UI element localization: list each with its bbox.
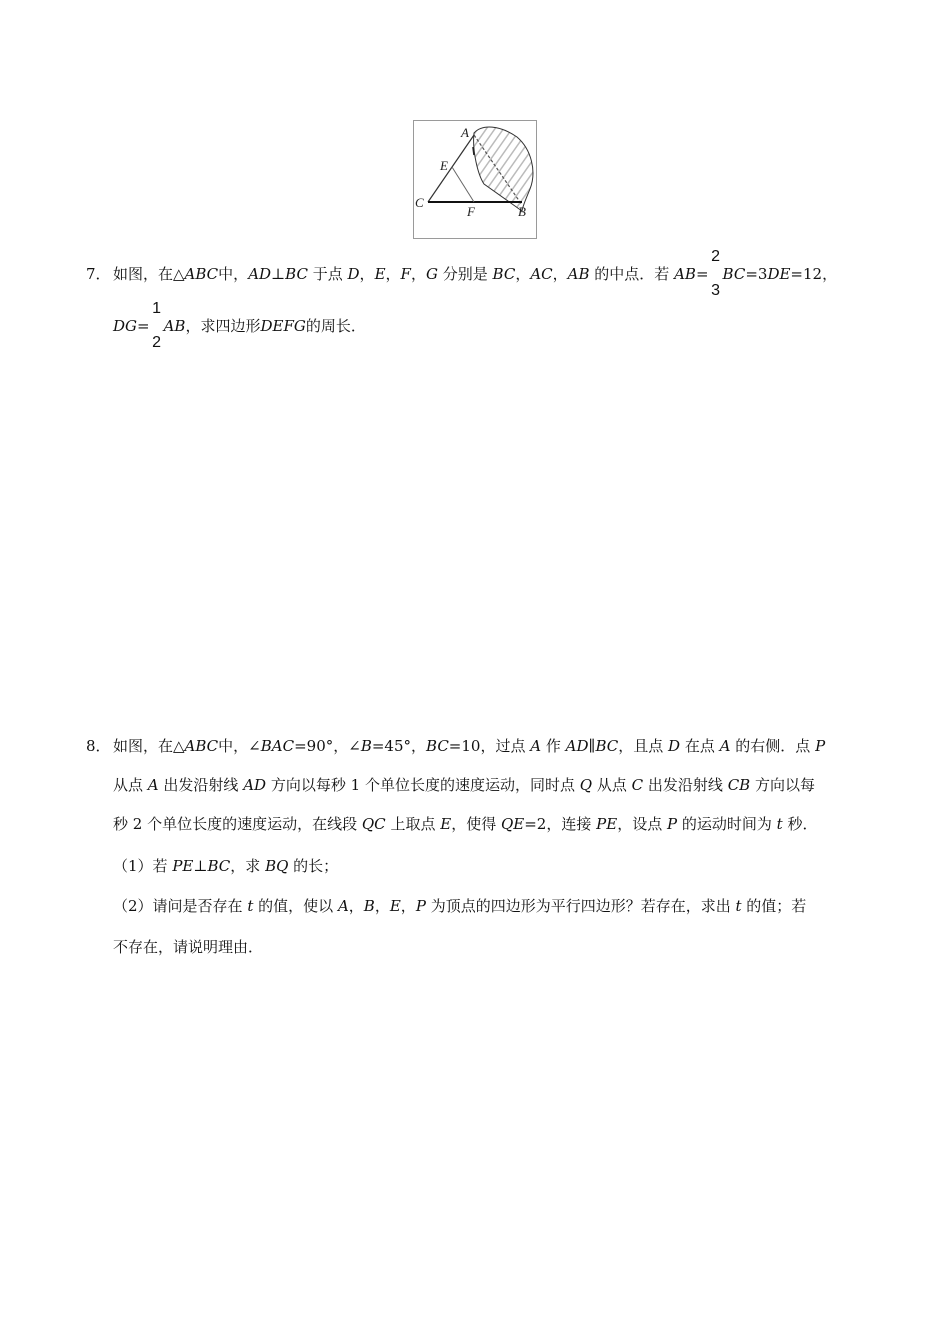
triangle-diagram — [414, 121, 536, 238]
tick-mark — [473, 147, 474, 155]
label-e: E — [440, 158, 448, 173]
geometry-figure — [413, 120, 537, 239]
question-7-line-1: 如图，在△ABC中，AD⊥BC 于点 D，E，F，G 分别是 BC，AC，AB 的中点．若 AB= 2 3 BC=3DE=12， — [113, 248, 838, 299]
question-8-part-2-cont: 不存在，请说明理由． — [113, 938, 264, 956]
question-8-part-1: （1）若 PE⊥BC，求 BQ 的长； — [113, 857, 339, 875]
question-7-line-2: DG= 1 2 AB，求四边形DEFG的周长． — [113, 300, 366, 351]
hatched-region — [474, 127, 533, 211]
question-8-line-1: 如图，在△ABC中，∠BAC=90°，∠B=45°，BC=10，过点 A 作 AD∥BC，且点 D 在点 A 的右侧．点 P — [113, 737, 826, 755]
label-f: F — [467, 204, 475, 219]
label-a: A — [461, 125, 469, 140]
question-8-line-3: 秒 2 个单位长度的速度运动，在线段 QC 上取点 E，使得 QE=2，连接 PE，设点 P 的运动时间为 t 秒． — [113, 815, 818, 833]
segment-ef — [452, 167, 474, 202]
question-8-number: 8． — [86, 737, 111, 755]
label-c: C — [415, 195, 424, 210]
question-7-number: 7． — [86, 265, 111, 283]
question-8-part-2: （2）请问是否存在 t 的值，使以 A，B，E，P 为顶点的四边形为平行四边形？若存在，求出 t 的值；若 — [113, 897, 807, 915]
fraction-one-half: 1 2 — [152, 300, 162, 351]
label-b: B — [518, 204, 526, 219]
question-8-line-2: 从点 A 出发沿射线 AD 方向以每秒 1 个单位长度的速度运动，同时点 Q 从点 C 出发沿射线 CB 方向以每 — [113, 776, 815, 794]
fraction-two-thirds: 2 3 — [711, 248, 720, 299]
